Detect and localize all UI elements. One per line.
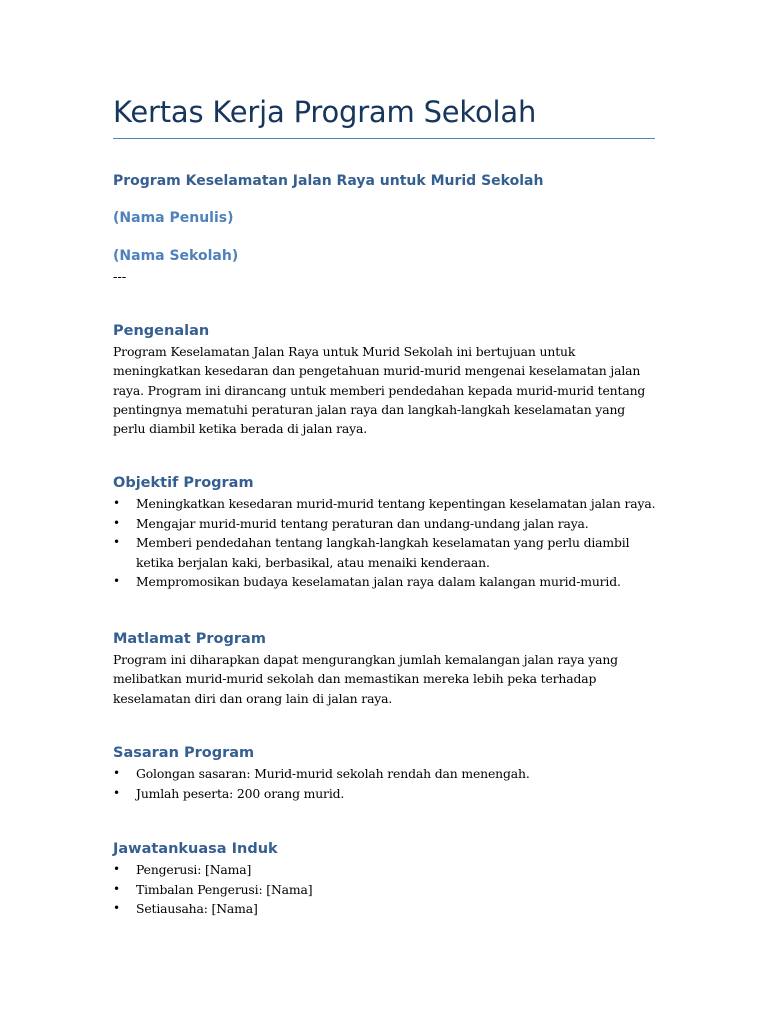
list-item bbox=[113, 899, 658, 919]
section-jawatankuasa bbox=[113, 839, 658, 919]
target-list bbox=[113, 764, 658, 803]
section-heading: Objektif Program bbox=[113, 475, 254, 491]
committee-list bbox=[113, 860, 658, 919]
bullet-icon bbox=[113, 860, 125, 880]
list-item-text: Meningkatkan kesedaran murid-murid tentang kepentingan keselamatan jalan raya. bbox=[136, 496, 656, 511]
bullet-icon bbox=[113, 494, 125, 514]
section-sasaran bbox=[113, 743, 658, 803]
list-item bbox=[113, 514, 658, 534]
list-item-text: Mempromosikan budaya keselamatan jalan raya dalam kalangan murid-murid. bbox=[136, 574, 621, 589]
list-item-text: Golongan sasaran: Murid-murid sekolah rendah dan menengah. bbox=[136, 766, 530, 781]
document-title: Kertas Kerja Program Sekolah bbox=[113, 95, 537, 129]
list-item-text: Pengerusi: [Nama] bbox=[136, 862, 252, 877]
list-item bbox=[113, 784, 658, 804]
bullet-icon bbox=[113, 764, 125, 784]
section-heading: Matlamat Program bbox=[113, 631, 266, 647]
list-item-text: Mengajar murid-murid tentang peraturan dan undang-undang jalan raya. bbox=[136, 515, 589, 531]
list-item-text: Setiausaha: [Nama] bbox=[136, 901, 258, 916]
list-item bbox=[113, 880, 658, 900]
list-item-text: Timbalan Pengerusi: [Nama] bbox=[136, 881, 313, 897]
section-heading: Sasaran Program bbox=[113, 745, 255, 761]
list-item bbox=[113, 572, 658, 592]
section-matlamat bbox=[113, 629, 658, 708]
section-pengenalan bbox=[113, 321, 658, 438]
author-name: (Nama Penulis) bbox=[113, 210, 234, 226]
section-heading: Pengenalan bbox=[113, 323, 210, 339]
list-item-text: Jumlah peserta: 200 orang murid. bbox=[136, 785, 345, 801]
section-paragraph: Program Keselamatan Jalan Raya untuk Murid Sekolah ini bertujuan untuk meningkatkan kesedaran dan pengetahuan murid-murid mengenai keselamatan jalan raya. Program ini dirancang untuk memberi pendedahan kepada murid-murid tentang pentingnya mematuhi peraturan jalan raya dan langkah-langkah keselamatan yang perlu diambil ketika berada di jalan raya. bbox=[113, 344, 646, 437]
bullet-icon bbox=[113, 533, 125, 553]
separator-text: --- bbox=[113, 270, 127, 285]
objective-list bbox=[113, 494, 658, 592]
bullet-icon bbox=[113, 784, 125, 804]
section-objektif bbox=[113, 473, 658, 592]
title-underline bbox=[113, 138, 655, 139]
section-heading: Jawatankuasa Induk bbox=[113, 841, 278, 857]
bullet-icon bbox=[113, 880, 125, 900]
list-item bbox=[113, 860, 658, 880]
list-item bbox=[113, 764, 658, 784]
document-subtitle: Program Keselamatan Jalan Raya untuk Murid Sekolah bbox=[113, 173, 544, 189]
school-name: (Nama Sekolah) bbox=[113, 248, 239, 264]
section-paragraph: Program ini diharapkan dapat mengurangkan jumlah kemalangan jalan raya yang melibatkan murid-murid sekolah dan memastikan mereka lebih peka terhadap keselamatan diri dan orang lain di jalan raya. bbox=[113, 652, 618, 706]
list-item bbox=[113, 533, 658, 572]
bullet-icon bbox=[113, 514, 125, 534]
bullet-icon bbox=[113, 572, 125, 592]
bullet-icon bbox=[113, 899, 125, 919]
list-item-text: Memberi pendedahan tentang langkah-langkah keselamatan yang perlu diambil ketika berjalan kaki, berbasikal, atau menaiki kenderaan. bbox=[136, 535, 630, 570]
list-item bbox=[113, 494, 658, 514]
